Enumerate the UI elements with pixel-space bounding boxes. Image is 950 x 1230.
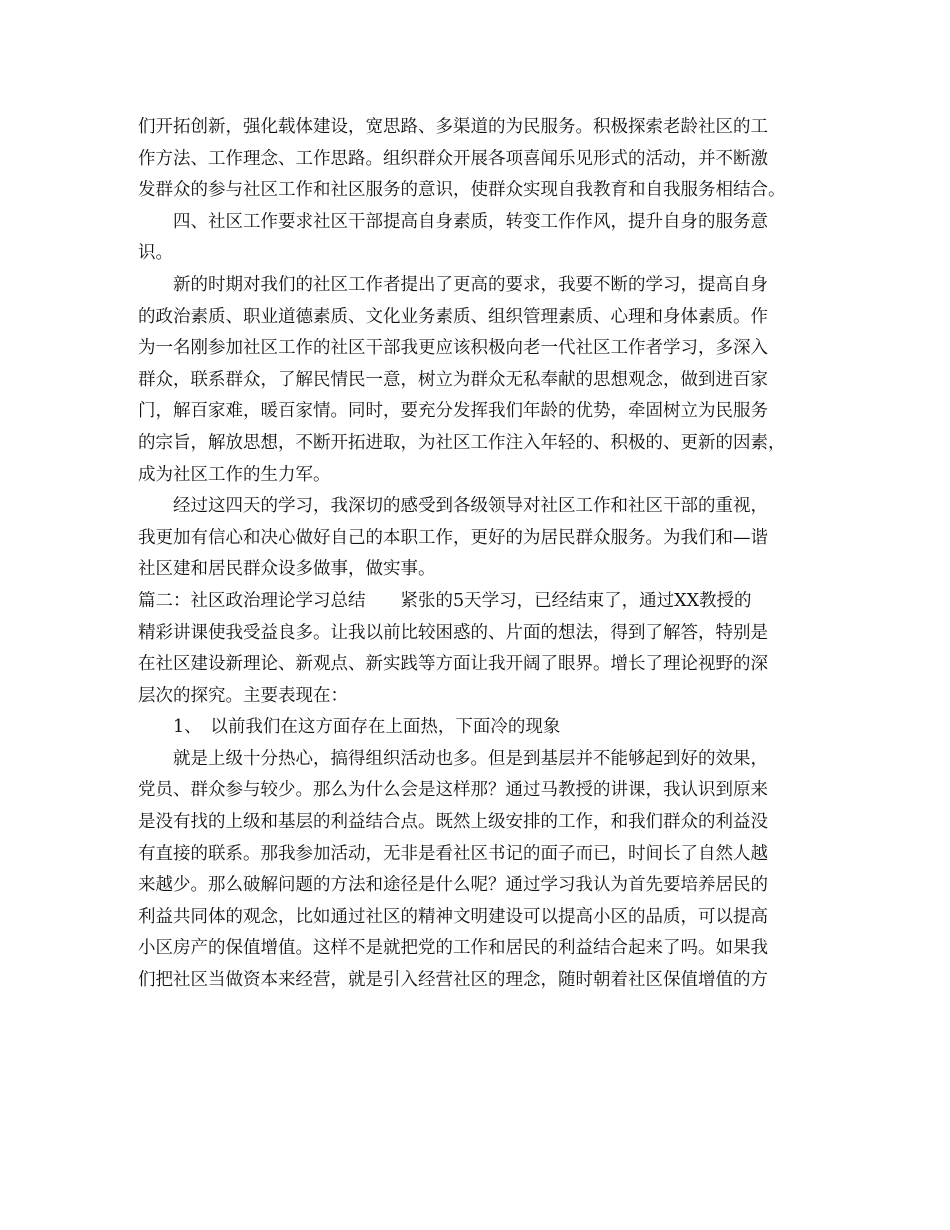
text-line: 来越少。那么破解问题的方法和途径是什么呢？通过学习我认为首先要培养居民的 bbox=[138, 875, 768, 896]
text-line: 识。 bbox=[138, 243, 173, 264]
text-line: 层次的探究。主要表现在： bbox=[138, 685, 348, 706]
document-body bbox=[138, 112, 828, 997]
text-line: 利益共同体的观念，比如通过社区的精神文明建设可以提高小区的品质，可以提高 bbox=[138, 906, 768, 927]
text-line: 我更加有信心和决心做好自己的本职工作，更好的为居民群众服务。为我们和—谐 bbox=[138, 527, 768, 548]
text-line: 们开拓创新，强化载体建设，宽思路、多渠道的为民服务。积极探索老龄社区的工 bbox=[138, 117, 768, 137]
text-line: 门，解百家难，暖百家情。同时，要充分发挥我们年龄的优势，牵固树立为民服务 bbox=[138, 401, 768, 422]
text-line: 党员、群众参与较少。那么为什么会是这样那？通过马教授的讲课，我认识到原来 bbox=[138, 780, 768, 801]
text-line: 们把社区当做资本来经营，就是引入经营社区的理念，随时朝着社区保值增值的方 bbox=[138, 970, 768, 991]
text-line: 社区建和居民群众设多做事，做实事。 bbox=[138, 559, 436, 580]
text-line: 发群众的参与社区工作和社区服务的意识，使群众实现自我教育和自我服务相结合。 bbox=[138, 180, 786, 201]
text-line: 在社区建设新理论、新观点、新实践等方面让我开阔了眼界。增长了理论视野的深 bbox=[138, 654, 768, 675]
text-line: 1、 以前我们在这方面存在上面热，下面冷的现象 bbox=[173, 717, 561, 738]
text-line: 成为社区工作的生力军。 bbox=[138, 464, 331, 485]
text-line: 群众，联系群众，了解民情民一意，树立为群众无私奉献的思想观念，做到进百家 bbox=[138, 369, 768, 390]
text-line: 小区房产的保值增值。这样不是就把党的工作和居民的利益结合起来了吗。如果我 bbox=[138, 938, 768, 959]
text-line: 的宗旨，解放思想，不断开拓进取，为社区工作注入年轻的、积极的、更新的因素， bbox=[138, 432, 786, 453]
text-line: 篇二：社区政治理论学习总结 紧张的5天学习，已经结束了，通过XX教授的 bbox=[138, 590, 752, 611]
text-line: 是没有找的上级和基层的利益结合点。既然上级安排的工作，和我们群众的利益没 bbox=[138, 812, 768, 833]
text-line: 的政治素质、职业道德素质、文化业务素质、组织管理素质、心理和身体素质。作 bbox=[138, 306, 768, 327]
text-line: 经过这四天的学习，我深切的感受到各级领导对社区工作和社区干部的重视， bbox=[173, 496, 768, 517]
text-line: 有直接的联系。那我参加活动，无非是看社区书记的面子而已，时间长了自然人越 bbox=[138, 843, 768, 864]
text-line: 新的时期对我们的社区工作者提出了更高的要求，我要不断的学习，提高自身 bbox=[173, 274, 768, 295]
text-line: 就是上级十分热心，搞得组织活动也多。但是到基层并不能够起到好的效果， bbox=[173, 748, 768, 769]
text-line: 为一名刚参加社区工作的社区干部我更应该积极向老一代社区工作者学习，多深入 bbox=[138, 338, 768, 359]
text-line: 作方法、工作理念、工作思路。组织群众开展各项喜闻乐见形式的活动，并不断激 bbox=[138, 148, 768, 169]
text-line: 四、社区工作要求社区干部提高自身素质，转变工作作风，提升自身的服务意 bbox=[173, 211, 768, 232]
text-line: 精彩讲课使我受益良多。让我以前比较困惑的、片面的想法，得到了解答，特别是 bbox=[138, 622, 768, 643]
